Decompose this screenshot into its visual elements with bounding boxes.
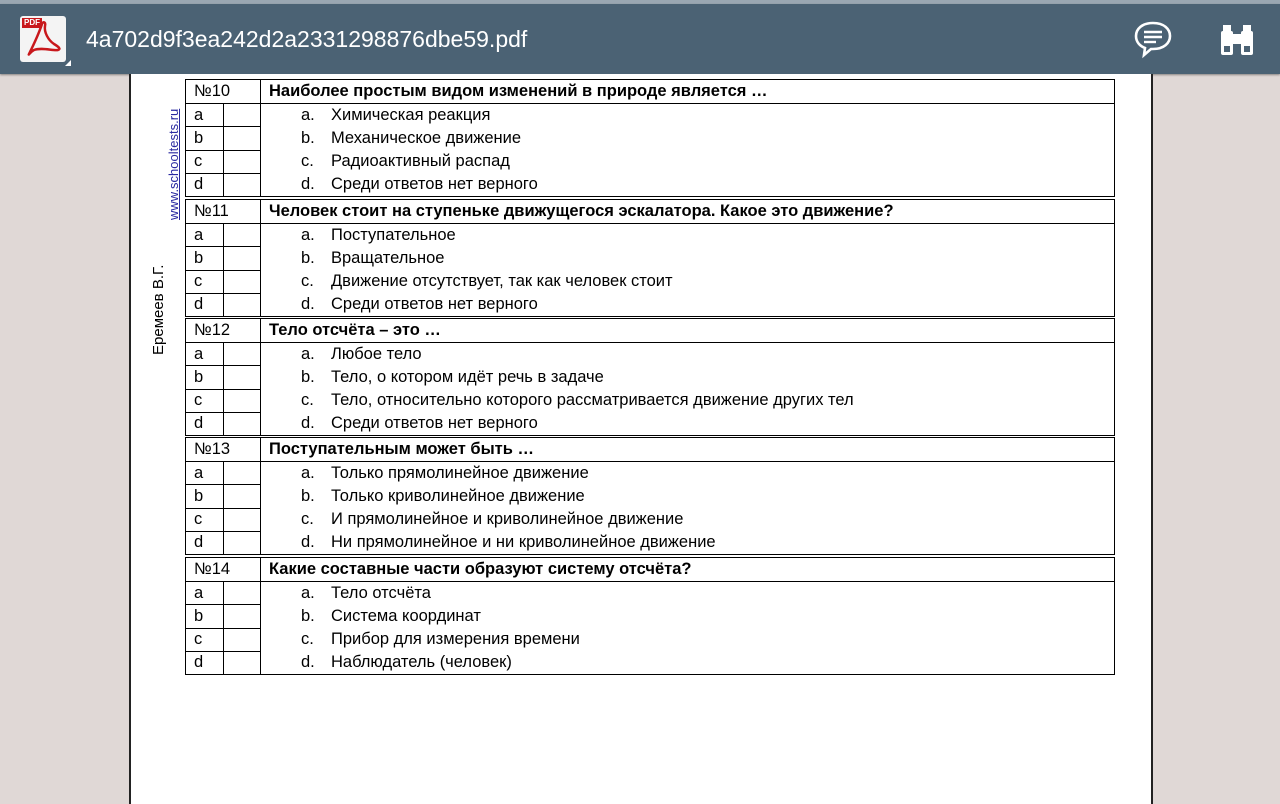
answer-box[interactable] <box>223 293 261 316</box>
answer-box[interactable] <box>223 508 261 531</box>
answer-option <box>261 366 1114 389</box>
answer-letter: d <box>186 651 224 674</box>
option-text: Движение отсутствует, так как человек стоит <box>331 272 673 290</box>
comment-button[interactable] <box>1130 16 1176 62</box>
option-label: b. <box>301 487 315 505</box>
option-label: b. <box>301 129 315 147</box>
answer-option <box>261 247 1114 270</box>
answer-row <box>186 104 1115 127</box>
comment-icon <box>1130 16 1176 62</box>
answer-option <box>261 293 1114 316</box>
option-text: Только криволинейное движение <box>331 487 585 505</box>
option-text: Тело, о котором идёт речь в задаче <box>331 368 604 386</box>
option-label: d. <box>301 295 315 313</box>
answer-letter: c <box>186 389 224 412</box>
option-label: a. <box>301 584 315 602</box>
option-text: Прибор для измерения времени <box>331 630 580 648</box>
question-block <box>185 318 1115 436</box>
menu-corner-indicator <box>65 60 71 66</box>
options-cell <box>261 582 1115 675</box>
pdf-tag: PDF <box>24 18 40 27</box>
answer-option <box>261 150 1114 173</box>
question-number: №12 <box>186 319 261 343</box>
answer-letter: b <box>186 127 224 150</box>
answer-option <box>261 605 1114 628</box>
option-label: a. <box>301 464 315 482</box>
options-cell <box>261 104 1115 197</box>
option-text: Наблюдатель (человек) <box>331 653 512 671</box>
answer-letter: d <box>186 531 224 554</box>
options-cell <box>261 462 1115 555</box>
answer-option <box>261 173 1114 196</box>
answer-letter: b <box>186 605 224 628</box>
question-number: №11 <box>186 200 261 224</box>
answer-box[interactable] <box>223 628 261 651</box>
answer-letter: a <box>186 104 224 127</box>
answer-option <box>261 270 1114 293</box>
answer-box[interactable] <box>223 389 261 412</box>
answer-box[interactable] <box>223 651 261 674</box>
option-label: c. <box>301 272 314 290</box>
option-text: Вращательное <box>331 249 445 267</box>
option-text: Механическое движение <box>331 129 522 147</box>
option-label: b. <box>301 249 315 267</box>
question-text: Наиболее простым видом изменений в природе является … <box>261 80 1115 104</box>
answer-box[interactable] <box>223 343 261 366</box>
answer-option <box>261 462 1114 485</box>
question-text: Поступательным может быть … <box>261 438 1115 462</box>
question-header-row <box>186 80 1115 104</box>
site-link[interactable]: www.schooltests.ru <box>166 108 181 220</box>
option-text: Радиоактивный распад <box>331 152 510 170</box>
answer-letter: a <box>186 343 224 366</box>
answer-box[interactable] <box>223 462 261 485</box>
document-title: 4a702d9f3ea242d2a2331298876dbe59.pdf <box>86 26 528 52</box>
option-label: b. <box>301 607 315 625</box>
answer-box[interactable] <box>223 366 261 389</box>
question-text: Какие составные части образуют систему отсчёта? <box>261 558 1115 582</box>
answer-box[interactable] <box>223 224 261 247</box>
option-text: Химическая реакция <box>331 106 491 124</box>
author-label: Еремеев В.Г. <box>150 264 167 355</box>
option-label: d. <box>301 653 315 671</box>
option-text: Среди ответов нет верного <box>331 295 538 313</box>
question-header-row <box>186 558 1115 582</box>
answer-letter: d <box>186 293 224 316</box>
answer-box[interactable] <box>223 173 261 196</box>
answer-option <box>261 412 1114 435</box>
option-label: d. <box>301 533 315 551</box>
answer-box[interactable] <box>223 150 261 173</box>
answer-option <box>261 628 1114 651</box>
answer-row <box>186 224 1115 247</box>
question-number: №14 <box>186 558 261 582</box>
page-side-caption <box>150 75 184 355</box>
options-cell <box>261 224 1115 317</box>
answer-option <box>261 104 1114 127</box>
question-block <box>185 557 1115 675</box>
question-text: Человек стоит на ступеньке движущегося эскалатора. Какое это движение? <box>261 200 1115 224</box>
question-block <box>185 79 1115 197</box>
answer-box[interactable] <box>223 270 261 293</box>
answer-option <box>261 508 1114 531</box>
answer-row <box>186 582 1115 605</box>
option-text: Ни прямолинейное и ни криволинейное движение <box>331 533 716 551</box>
answer-box[interactable] <box>223 485 261 508</box>
option-label: c. <box>301 510 314 528</box>
option-text: Поступательное <box>331 226 456 244</box>
answer-box[interactable] <box>223 605 261 628</box>
answer-row <box>186 462 1115 485</box>
answer-option <box>261 651 1114 674</box>
options-cell <box>261 343 1115 436</box>
question-header-row <box>186 200 1115 224</box>
option-text: Тело, относительно которого рассматривается движение других тел <box>331 391 854 409</box>
question-header-row <box>186 438 1115 462</box>
option-text: Тело отсчёта <box>331 584 431 602</box>
option-label: d. <box>301 175 315 193</box>
question-header-row <box>186 319 1115 343</box>
answer-letter: b <box>186 247 224 270</box>
answer-box[interactable] <box>223 412 261 435</box>
adobe-reader-icon[interactable] <box>20 16 66 62</box>
answer-letter: c <box>186 628 224 651</box>
answer-letter: a <box>186 224 224 247</box>
question-block <box>185 199 1115 317</box>
answer-box[interactable] <box>223 582 261 605</box>
option-text: Среди ответов нет верного <box>331 414 538 432</box>
answer-letter: d <box>186 173 224 196</box>
answer-row <box>186 343 1115 366</box>
answer-box[interactable] <box>223 531 261 554</box>
binoculars-icon <box>1214 16 1260 62</box>
option-text: И прямолинейное и криволинейное движение <box>331 510 684 528</box>
app-toolbar <box>0 4 1280 74</box>
option-label: d. <box>301 414 315 432</box>
question-number: №10 <box>186 80 261 104</box>
answer-letter: c <box>186 270 224 293</box>
answer-letter: b <box>186 485 224 508</box>
question-text: Тело отсчёта – это … <box>261 319 1115 343</box>
answer-letter: b <box>186 366 224 389</box>
answer-option <box>261 531 1114 554</box>
answer-option <box>261 343 1114 366</box>
answer-letter: a <box>186 462 224 485</box>
find-button[interactable] <box>1214 16 1260 62</box>
option-label: b. <box>301 368 315 386</box>
answer-option <box>261 127 1114 150</box>
answer-letter: c <box>186 150 224 173</box>
option-label: c. <box>301 152 314 170</box>
question-number: №13 <box>186 438 261 462</box>
option-text: Среди ответов нет верного <box>331 175 538 193</box>
answer-box[interactable] <box>223 104 261 127</box>
answer-letter: a <box>186 582 224 605</box>
option-text: Любое тело <box>331 345 422 363</box>
answer-option <box>261 389 1114 412</box>
option-text: Только прямолинейное движение <box>331 464 589 482</box>
option-label: c. <box>301 391 314 409</box>
answer-option <box>261 582 1114 605</box>
answer-letter: d <box>186 412 224 435</box>
answer-box[interactable] <box>223 127 261 150</box>
answer-option <box>261 224 1114 247</box>
option-label: c. <box>301 630 314 648</box>
option-label: a. <box>301 106 315 124</box>
option-text: Система координат <box>331 607 481 625</box>
answer-letter: c <box>186 508 224 531</box>
option-label: a. <box>301 226 315 244</box>
question-block <box>185 437 1115 555</box>
answer-box[interactable] <box>223 247 261 270</box>
answer-option <box>261 485 1114 508</box>
option-label: a. <box>301 345 315 363</box>
